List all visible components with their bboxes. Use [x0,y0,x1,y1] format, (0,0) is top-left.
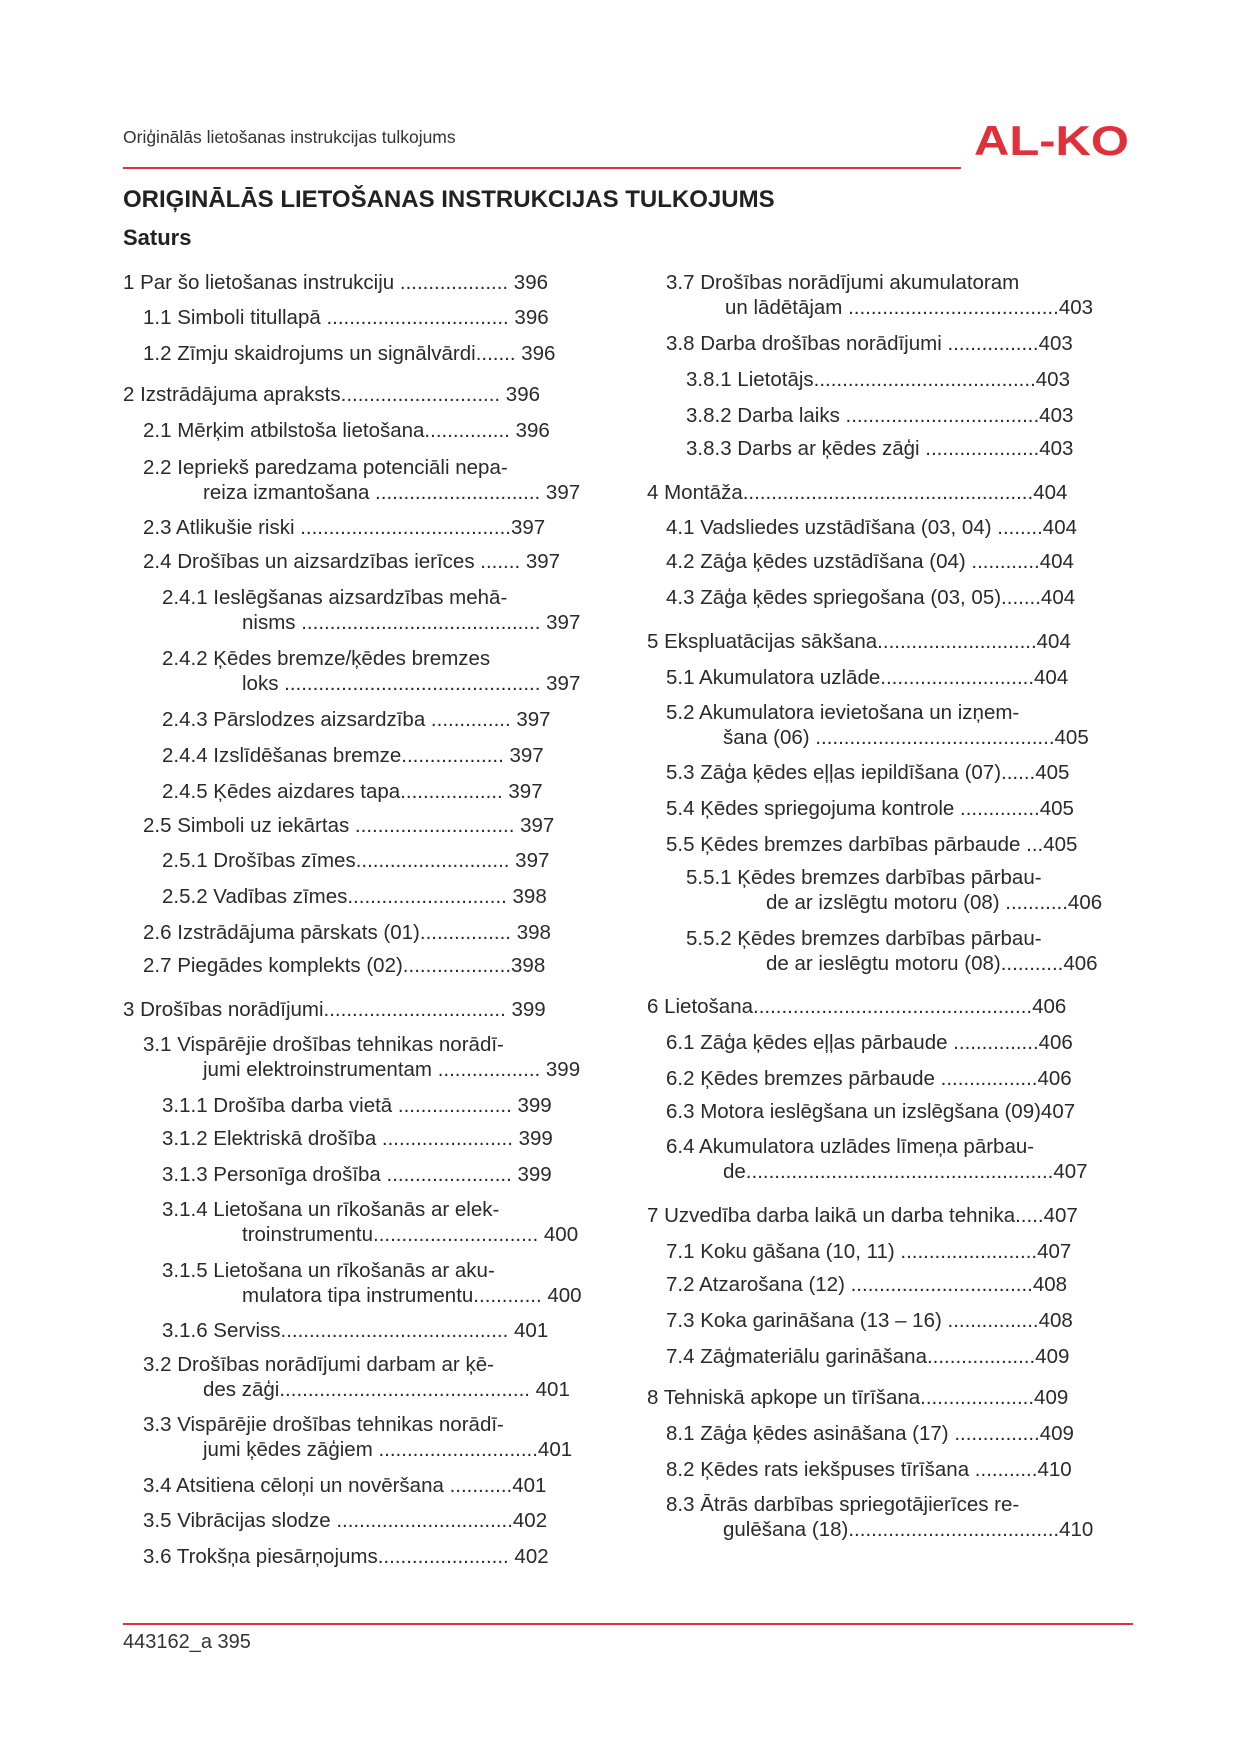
toc-entry[interactable]: 3.2 Drošības norādījumi darbam ar ķē- des zāģi............................................ 401 [143,1353,570,1401]
toc-entry[interactable]: 2.3 Atlikušie riski .....................................397 [143,516,546,539]
toc-entry[interactable]: 2.4.2 Ķēdes bremze/ķēdes bremzes loks ............................................. 397 [162,647,581,695]
toc-entry[interactable]: 2.5 Simboli uz iekārtas ............................ 397 [143,814,555,837]
toc-entry[interactable]: 3.4 Atsitiena cēloņi un novēršana ...........401 [143,1474,547,1497]
toc-entry[interactable]: 4 Montāža...................................................404 [647,481,1068,504]
toc-entry[interactable]: 2.4 Drošības un aizsardzības ierīces ....... 397 [143,550,561,573]
toc-entry[interactable]: 2.4.1 Ieslēgšanas aizsardzības mehā- nisms .......................................... 397 [162,586,581,634]
toc-entry[interactable]: 5.1 Akumulatora uzlāde...........................404 [666,666,1069,689]
toc-entry[interactable]: 6.4 Akumulatora uzlādes līmeņa pārbau- de......................................................407 [666,1135,1088,1183]
toc-entry[interactable]: 2.1 Mērķim atbilstoša lietošana............... 396 [143,419,550,442]
toc-entry[interactable]: 3.8.1 Lietotājs.......................................403 [686,368,1070,391]
toc-entry[interactable]: 1 Par šo lietošanas instrukciju ................... 396 [123,271,548,294]
toc-entry[interactable]: 6.3 Motora ieslēgšana un izslēgšana (09)407 [666,1100,1076,1123]
toc-entry[interactable]: 2.2 Iepriekš paredzama potenciāli nepa- reiza izmantošana ............................. 397 [143,456,581,504]
running-header: Oriģinālās lietošanas instrukcijas tulkojums [123,127,456,147]
toc-entry[interactable]: 8.3 Ātrās darbības spriegotājierīces re- gulēšana (18).....................................410 [666,1493,1094,1541]
toc-entry[interactable]: 8 Tehniskā apkope un tīrīšana....................409 [647,1386,1069,1409]
toc-entry[interactable]: 6.1 Zāģa ķēdes eļļas pārbaude ...............406 [666,1031,1073,1054]
toc-entry[interactable]: 7 Uzvedība darba laikā un darba tehnika.....407 [647,1204,1078,1227]
page-number: 443162_a 395 [123,1631,251,1653]
toc-entry[interactable]: 3.1.5 Lietošana un rīkošanās ar aku- mulatora tipa instrumentu............ 400 [162,1259,582,1307]
toc-entry[interactable]: 2.5.2 Vadības zīmes............................ 398 [162,885,547,908]
toc-entry[interactable]: 3.3 Vispārējie drošības tehnikas norādī- jumi ķēdes zāģiem ............................401 [143,1413,573,1461]
toc-entry[interactable]: 3.1 Vispārējie drošības tehnikas norādī- jumi elektroinstrumentam .................. 399 [143,1033,581,1081]
toc-entry[interactable]: 8.2 Ķēdes rats iekšpuses tīrīšana ...........410 [666,1458,1072,1481]
toc-entry[interactable]: 2.4.5 Ķēdes aizdares tapa.................. 397 [162,780,543,803]
toc-entry[interactable]: 3.7 Drošības norādījumi akumulatoram un lādētājam .....................................403 [666,271,1094,319]
toc-entry[interactable]: 7.3 Koka garināšana (13 – 16) ................408 [666,1309,1073,1332]
toc-entry[interactable]: 7.4 Zāģmateriālu garināšana...................409 [666,1345,1070,1368]
toc-entry[interactable]: 6 Lietošana.................................................406 [647,995,1067,1018]
toc-entry[interactable]: 3 Drošības norādījumi................................ 399 [123,998,546,1021]
toc-entry[interactable]: 3.8.3 Darbs ar ķēdes zāģi ....................403 [686,437,1074,460]
toc-entry[interactable]: 5.4 Ķēdes spriegojuma kontrole ..............405 [666,797,1074,820]
toc-entry[interactable]: 2.5.1 Drošības zīmes........................... 397 [162,849,550,872]
toc-entry[interactable]: 3.8.2 Darba laiks ..................................403 [686,404,1074,427]
toc-entry[interactable]: 3.1.3 Personīga drošība ...................... 399 [162,1163,552,1186]
toc-entry[interactable]: 4.3 Zāģa ķēdes spriegošana (03, 05).......404 [666,586,1076,609]
toc-entry[interactable]: 2.7 Piegādes komplekts (02)...................398 [143,954,546,977]
toc-entry[interactable]: 7.1 Koku gāšana (10, 11) ........................407 [666,1240,1072,1263]
toc-entry[interactable]: 5.2 Akumulatora ievietošana un izņem- šana (06) ..........................................405 [666,701,1089,749]
toc-entry[interactable]: 2.6 Izstrādājuma pārskats (01)................ 398 [143,921,551,944]
header-divider [123,167,961,169]
toc-entry[interactable]: 3.1.1 Drošība darba vietā .................... 399 [162,1094,552,1117]
toc-entry[interactable]: 4.2 Zāģa ķēdes uzstādīšana (04) ............404 [666,550,1074,573]
toc-entry[interactable]: 3.6 Trokšņa piesārņojums....................... 402 [143,1545,549,1568]
toc-entry[interactable]: 5.5.1 Ķēdes bremzes darbības pārbau- de ar izslēgtu motoru (08) ...........406 [686,866,1103,914]
toc-entry[interactable]: 5.5.2 Ķēdes bremzes darbības pārbau- de ar ieslēgtu motoru (08)...........406 [686,927,1098,975]
toc-entry[interactable]: 5.3 Zāģa ķēdes eļļas iepildīšana (07)......405 [666,761,1070,784]
contents-heading: Saturs [123,225,192,250]
toc-entry[interactable]: 3.8 Darba drošības norādījumi ................403 [666,332,1073,355]
toc-entry[interactable]: 4.1 Vadsliedes uzstādīšana (03, 04) ........404 [666,516,1078,539]
toc-entry[interactable]: 3.1.2 Elektriskā drošība ....................... 399 [162,1127,553,1150]
toc-entry[interactable]: 3.1.4 Lietošana un rīkošanās ar elek- troinstrumentu............................. 400 [162,1198,579,1246]
toc-entry[interactable]: 3.1.6 Serviss........................................ 401 [162,1319,549,1342]
logo-text: AL-KO [974,117,1129,163]
toc-entry[interactable]: 7.2 Atzarošana (12) ................................408 [666,1273,1068,1296]
toc-entry[interactable]: 5 Ekspluatācijas sākšana............................404 [647,630,1071,653]
footer-divider [123,1623,1133,1625]
toc-entry[interactable]: 6.2 Ķēdes bremzes pārbaude .................406 [666,1067,1072,1090]
toc-entry[interactable]: 1.2 Zīmju skaidrojums un signālvārdi....... 396 [143,342,556,365]
al-ko-logo [972,115,1132,163]
document-title: ORIĢINĀLĀS LIETOŠANAS INSTRUKCIJAS TULKOJUMS [123,186,775,213]
toc-entry[interactable]: 3.5 Vibrācijas slodze ...............................402 [143,1509,548,1532]
toc-entry[interactable]: 8.1 Zāģa ķēdes asināšana (17) ...............409 [666,1422,1074,1445]
toc-entry[interactable]: 1.1 Simboli titullapā ................................ 396 [143,306,549,329]
toc-entry[interactable]: 5.5 Ķēdes bremzes darbības pārbaude ...405 [666,833,1078,856]
toc-entry[interactable]: 2 Izstrādājuma apraksts............................ 396 [123,383,540,406]
toc-entry[interactable]: 2.4.3 Pārslodzes aizsardzība .............. 397 [162,708,551,731]
toc-entry[interactable]: 2.4.4 Izslīdēšanas bremze.................. 397 [162,744,544,767]
